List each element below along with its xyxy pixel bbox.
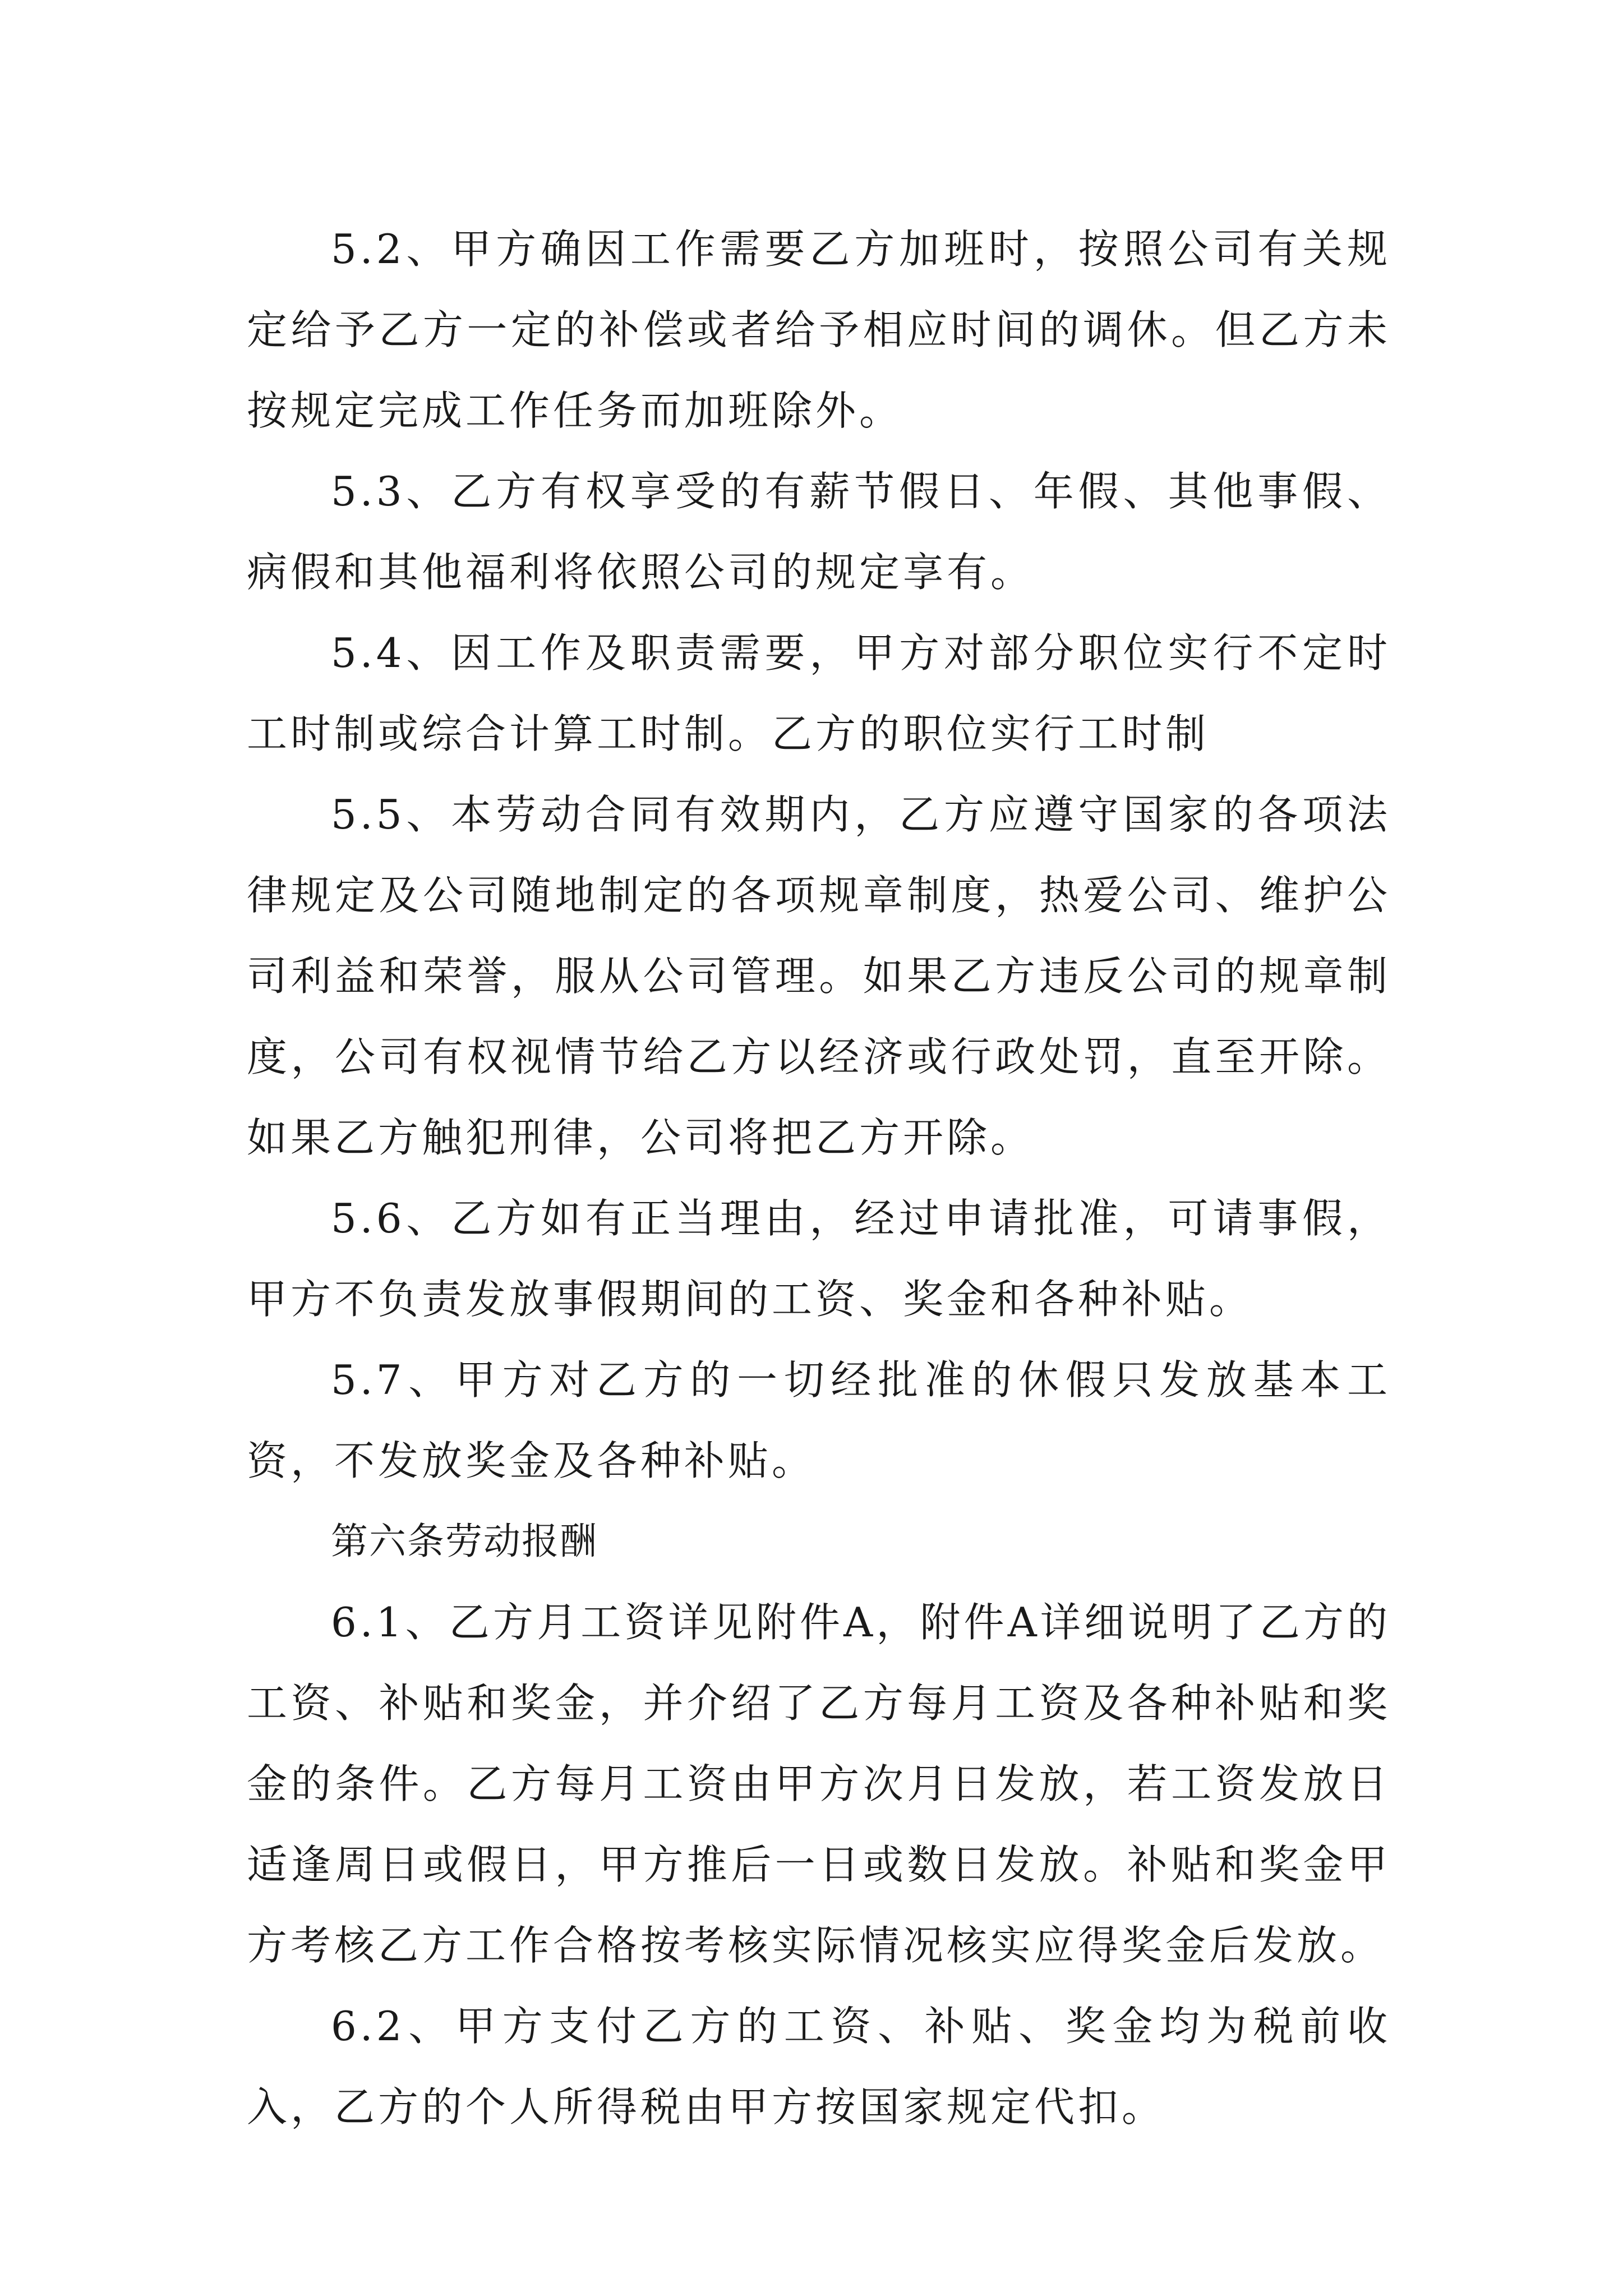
clause-5-6: 5.6、乙方如有正当理由，经过申请批准，可请事假，甲方不负责发放事假期间的工资、奖金和各种补贴。	[247, 1195, 1391, 1323]
document-page	[247, 209, 1391, 2147]
clause-5-3: 5.3、乙方有权享受的有薪节假日、年假、其他事假、病假和其他福利将依照公司的规定享有。	[247, 468, 1391, 596]
clause-5-5: 5.5、本劳动合同有效期内，乙方应遵守国家的各项法律规定及公司随地制定的各项规章制度，热爱公司、维护公司利益和荣誉，服从公司管理。如果乙方违反公司的规章制度，公司有权视情节给乙方以经济或行政处罚，直至开除。如果乙方触犯刑律，公司将把乙方开除。	[247, 791, 1391, 1161]
section-heading: 第六条劳动报酬	[331, 1520, 598, 1563]
clause-5-2: 5.2、甲方确因工作需要乙方加班时，按照公司有关规定给予乙方一定的补偿或者给予相应时间的调休。但乙方未按规定完成工作任务而加班除外。	[247, 226, 1391, 434]
clause-6-1: 6.1、乙方月工资详见附件A，附件A详细说明了乙方的工资、补贴和奖金，并介绍了乙方每月工资及各种补贴和奖金的条件。乙方每月工资由甲方次月日发放，若工资发放日适逢周日或假日，甲方推后一日或数日发放。补贴和奖金甲方考核乙方工作合格按考核实际情况核实应得奖金后发放。	[247, 1599, 1391, 1969]
clause-6-2: 6.2、甲方支付乙方的工资、补贴、奖金均为税前收入，乙方的个人所得税由甲方按国家规定代扣。	[247, 2003, 1391, 2131]
clause-5-4: 5.4、因工作及职责需要，甲方对部分职位实行不定时工时制或综合计算工时制。乙方的职位实行工时制	[247, 629, 1391, 757]
clause-5-7: 5.7、甲方对乙方的一切经批准的休假只发放基本工资，不发放奖金及各种补贴。	[247, 1356, 1391, 1484]
